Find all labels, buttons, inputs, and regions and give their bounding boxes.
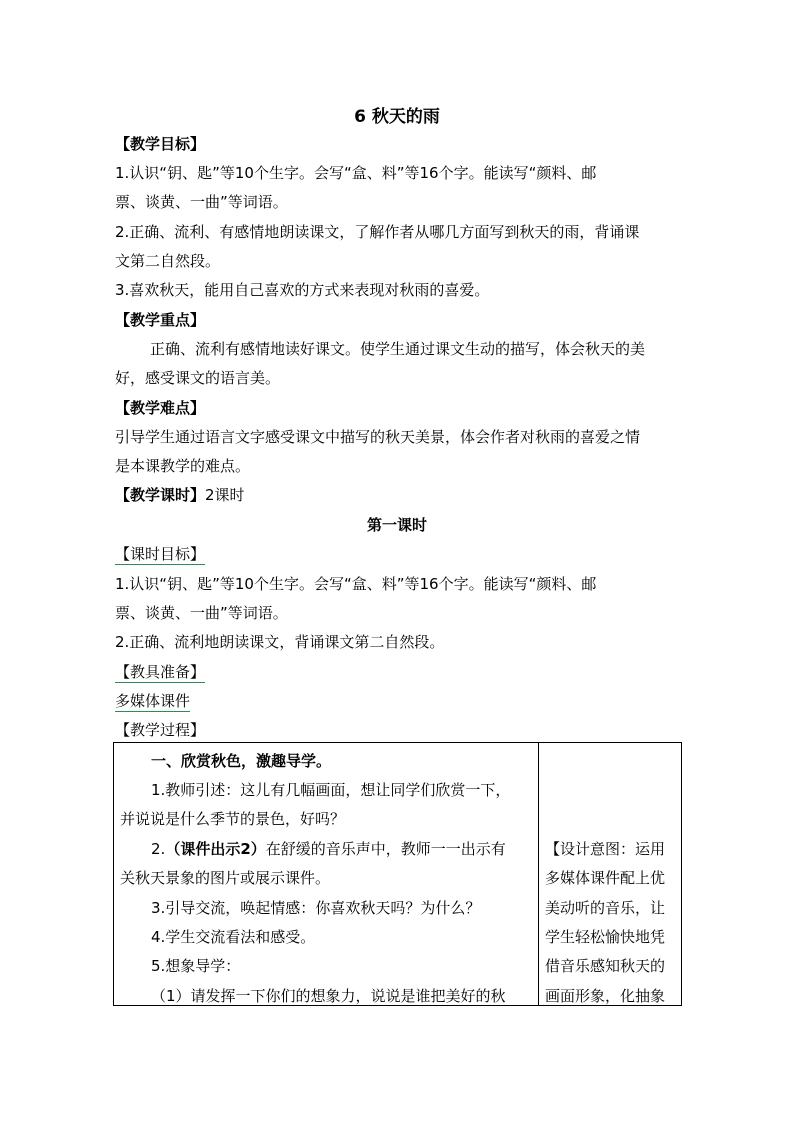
key-heading: 【教学重点】: [115, 311, 206, 329]
design-line: 学生轻松愉快地凭: [545, 928, 666, 946]
design-line: 美动听的音乐，让: [545, 899, 666, 917]
difficulty-line: 引导学生通过语言文字感受课文中描写的秋天美景，体会作者对秋雨的喜爱之情: [115, 428, 641, 446]
process-line: 并说说是什么季节的景色，好吗？: [120, 810, 346, 828]
design-line: 多媒体课件配上优: [545, 869, 666, 887]
lesson-goal-line: 1.认识“钥、匙”等10个生字。会写“盒、料”等16个字。能读写“颜料、邮: [115, 575, 597, 593]
process-line-rest: 在舒缓的音乐声中，教师一一出示有: [265, 840, 506, 858]
design-line: 画面形象，化抽象: [545, 987, 666, 1005]
process-line: 关秋天景象的图片或展示课件。: [120, 869, 331, 887]
process-line: 4.学生交流看法和感受。: [151, 928, 316, 946]
difficulty-heading: 【教学难点】: [115, 399, 206, 417]
process-line: 5.想象导学：: [151, 957, 241, 975]
lesson-goal-line: 票、谈黄、一曲”等词语。: [115, 604, 288, 622]
hours-row: [115, 485, 245, 505]
objective-line: 票、谈黄、一曲”等词语。: [115, 193, 288, 211]
prep-heading-row: [115, 662, 205, 682]
objectives-heading: 【教学目标】: [115, 135, 206, 153]
difficulty-line: 是本课教学的难点。: [115, 457, 251, 475]
objective-line: 2.正确、流利、有感情地朗读课文，了解作者从哪几方面写到秋天的雨，背诵课: [115, 223, 640, 241]
process-line: 3.引导交流，唤起情感：你喜欢秋天吗？为什么？: [151, 899, 481, 917]
process-line: （1）请发挥一下你们的想象力，说说是谁把美好的秋: [151, 987, 506, 1005]
section-title: 一、欣赏秋色，激趣导学。: [151, 752, 332, 770]
design-cell: [539, 743, 682, 1006]
key-line: 好，感受课文的语言美。: [115, 369, 281, 387]
objective-line: 文第二自然段。: [115, 252, 221, 270]
process-line: [151, 839, 506, 859]
objective-line: 1.认识“钥、匙”等10个生字。会写“盒、料”等16个字。能读写“颜料、邮: [115, 164, 597, 182]
lesson-goal-heading-row: [115, 544, 205, 564]
process-line: 1.教师引述：这儿有几幅画面，想让同学们欣赏一下，: [151, 781, 511, 799]
objective-line: 3.喜欢秋天，能用自己喜欢的方式来表现对秋雨的喜爱。: [115, 281, 490, 299]
lesson-title: 6 秋天的雨: [354, 107, 440, 127]
process-cell: [114, 743, 539, 1006]
process-table: [113, 742, 682, 1006]
table-row: [114, 743, 682, 1006]
courseware-marker: （课件出示2）: [165, 840, 266, 858]
lesson-goal-heading: 【课时目标】: [115, 545, 206, 563]
process-line-prefix: 2.: [151, 840, 166, 858]
lesson-section-title: 第一课时: [366, 516, 427, 534]
lesson-goal-line: 2.正确、流利地朗读课文，背诵课文第二自然段。: [115, 633, 445, 651]
process-heading: 【教学过程】: [115, 721, 206, 739]
key-line: 正确、流利有感情地读好课文。使学生通过课文生动的描写，体会秋天的美: [150, 340, 646, 358]
prep-value: 多媒体课件: [115, 692, 191, 710]
design-line: 借音乐感知秋天的: [545, 957, 666, 975]
prep-value-row: [115, 691, 190, 711]
hours-heading: 【教学课时】: [115, 486, 206, 504]
design-line: 【设计意图：运用: [545, 840, 666, 858]
hours-value: 2课时: [205, 486, 245, 504]
prep-heading: 【教具准备】: [115, 663, 206, 681]
